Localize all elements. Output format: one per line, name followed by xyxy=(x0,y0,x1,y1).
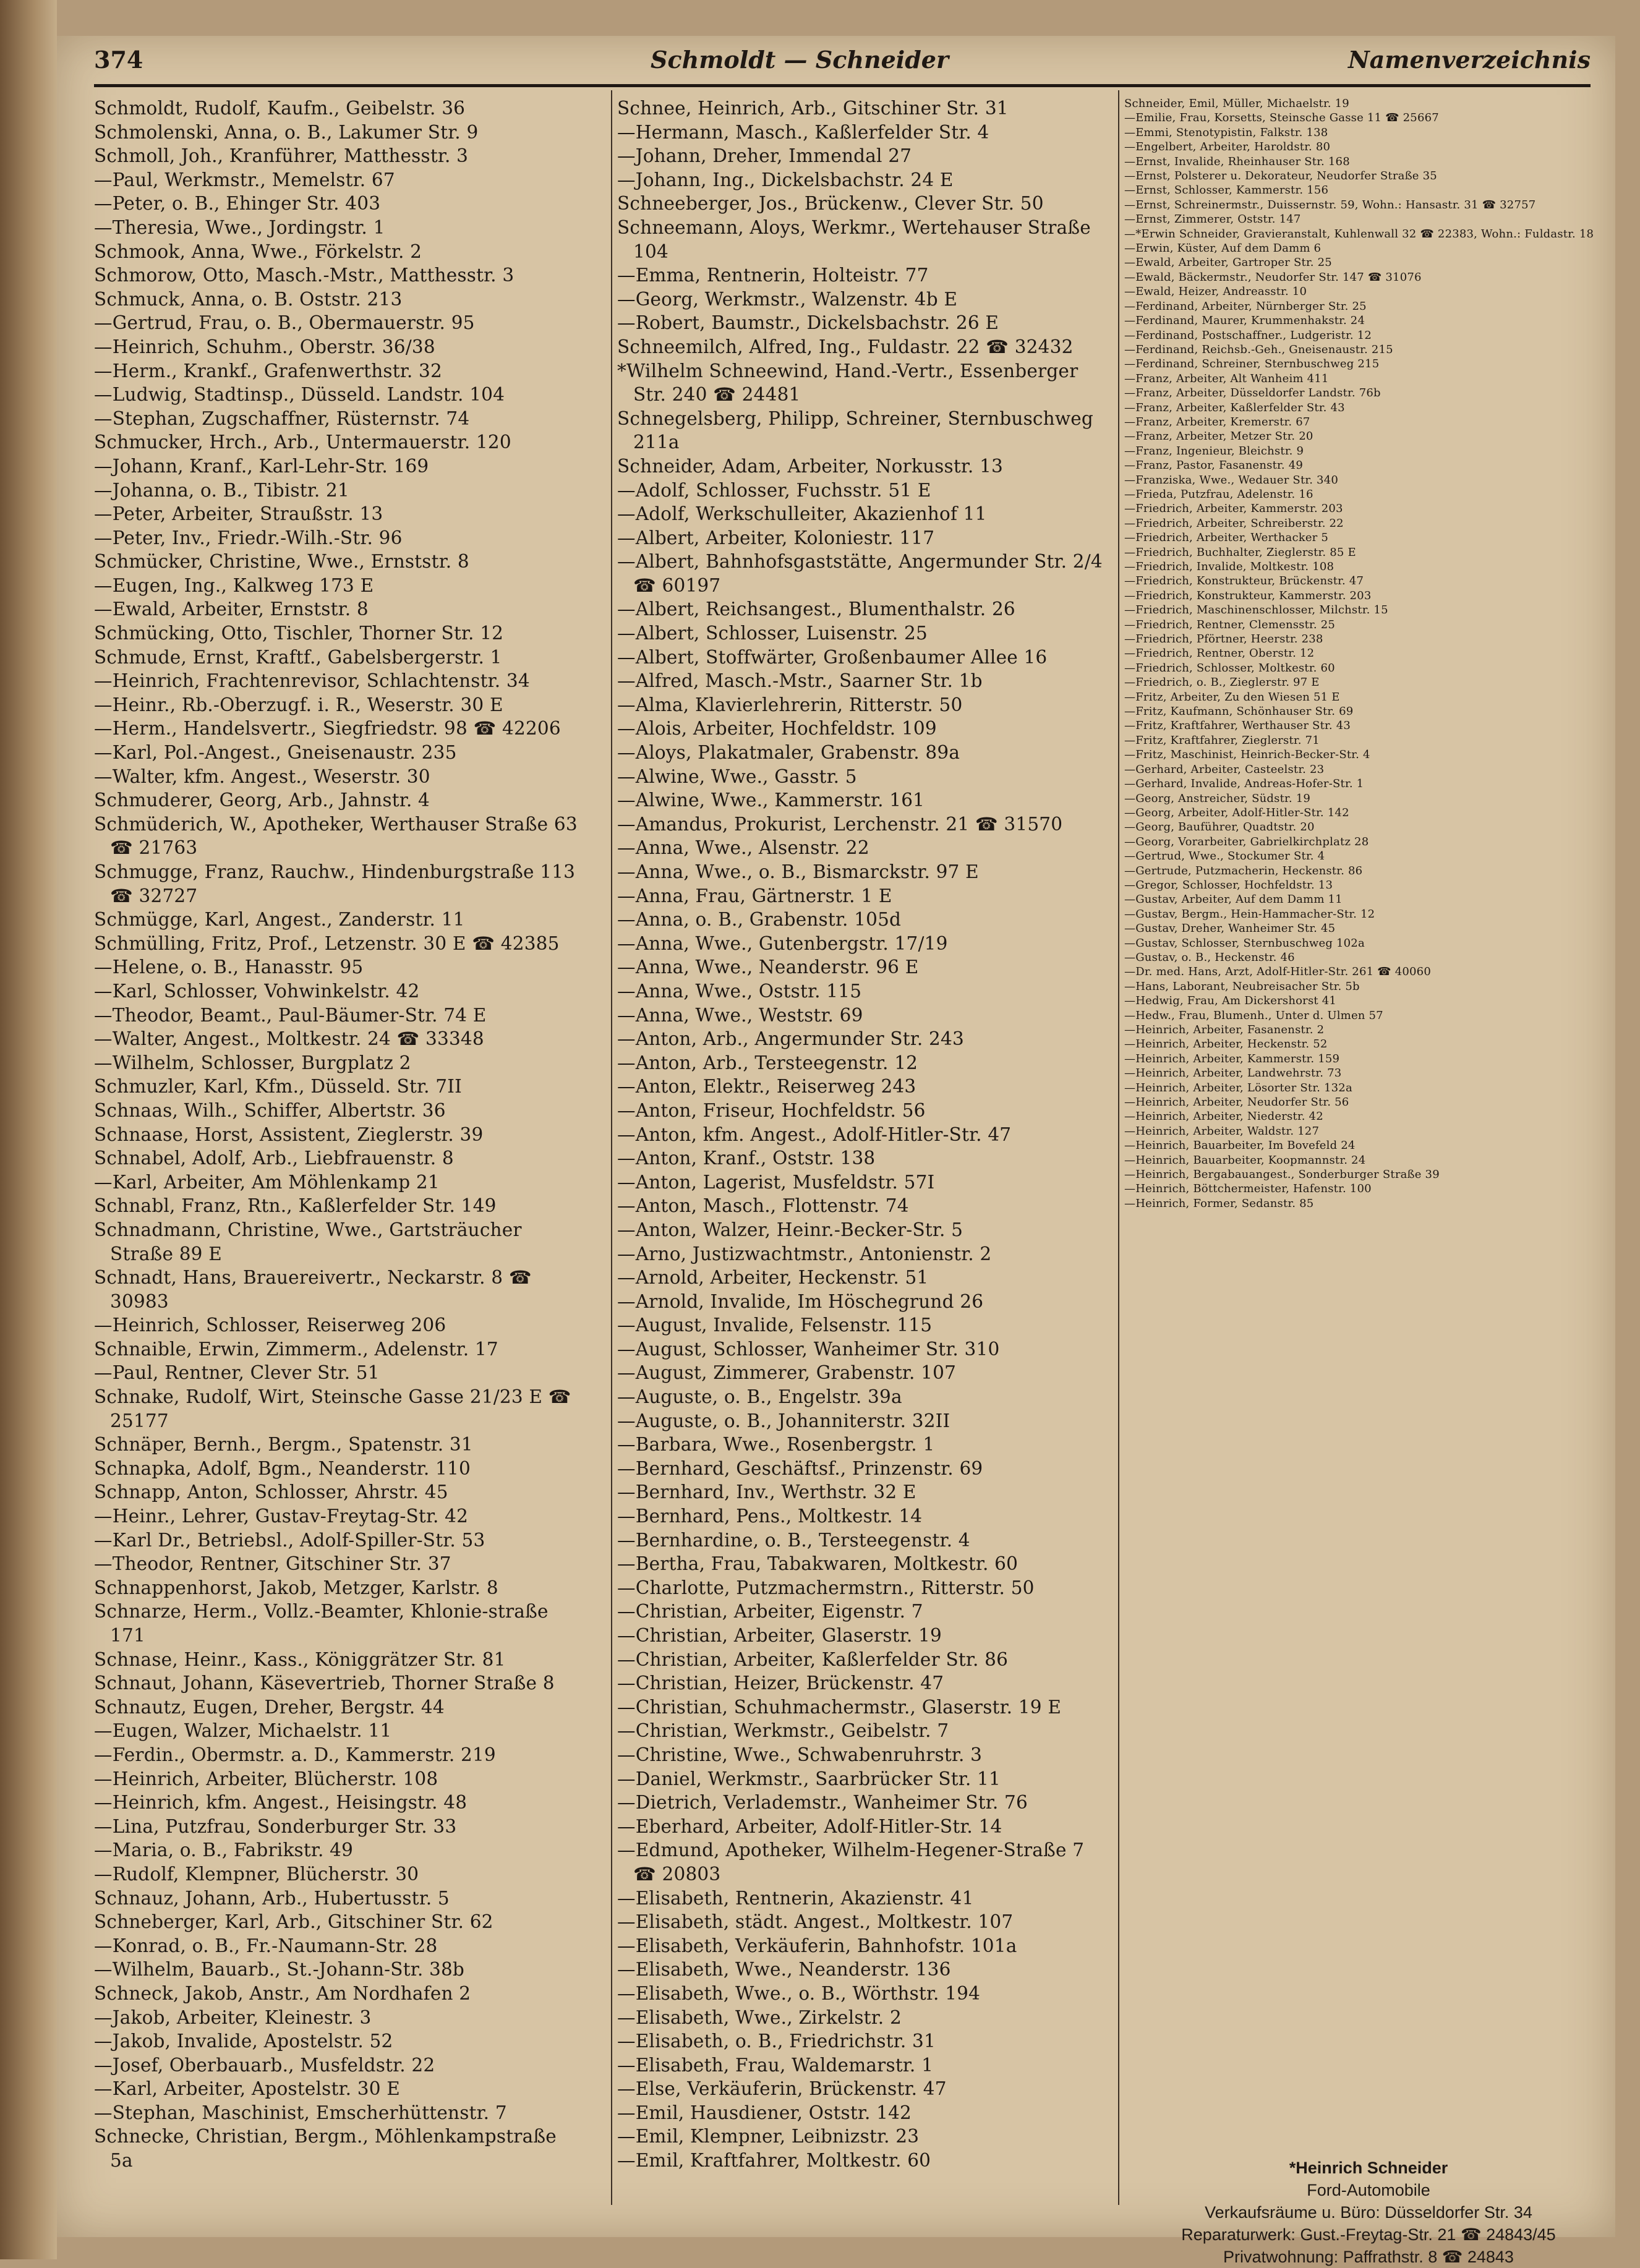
directory-entry: —Anton, Kranf., Oststr. 138 xyxy=(617,1148,876,1169)
directory-entry: Schmülling, Fritz, Prof., Letzenstr. 30 E ☎ 42385 xyxy=(94,932,560,954)
directory-entry: —Karl, Pol.-Angest., Gneisenaustr. 235 xyxy=(94,742,457,764)
directory-entry: —Anton, Masch., Flottenstr. 74 xyxy=(617,1195,909,1217)
directory-entry: —Eugen, Walzer, Michaelstr. 11 xyxy=(94,1720,392,1742)
directory-entry: Schmügge, Karl, Angest., Zanderstr. 11 xyxy=(94,909,465,931)
directory-entry: —Emma, Rentnerin, Holteistr. 77 xyxy=(617,265,929,286)
directory-entry: —Friedrich, Pförtner, Heerstr. 238 xyxy=(1124,633,1323,646)
directory-entry: —Anton, kfm. Angest., Adolf-Hitler-Str. 47 xyxy=(617,1123,1012,1145)
directory-entry: —Friedrich, Arbeiter, Werthacker 5 xyxy=(1124,531,1329,545)
directory-entry: —Heinrich, Arbeiter, Neudorfer Str. 56 xyxy=(1124,1096,1349,1109)
directory-entry: —Karl, Arbeiter, Apostelstr. 30 E xyxy=(94,2078,401,2100)
directory-entry: —Peter, Inv., Friedr.-Wilh.-Str. 96 xyxy=(94,527,403,548)
directory-entry: —Ernst, Invalide, Rheinhauser Str. 168 xyxy=(1124,155,1350,168)
directory-entry: —Engelbert, Arbeiter, Haroldstr. 80 xyxy=(1124,140,1331,154)
directory-entry: —Georg, Anstreicher, Südstr. 19 xyxy=(1124,791,1311,805)
directory-entry: —Elisabeth, Wwe., Neanderstr. 136 xyxy=(617,1959,951,1980)
directory-entry: —Theodor, Rentner, Gitschiner Str. 37 xyxy=(94,1553,451,1575)
directory-entry: —Gustav, o. B., Heckenstr. 46 xyxy=(1124,950,1295,964)
directory-entry: —Fritz, Maschinist, Heinrich-Becker-Str. 4 xyxy=(1124,748,1370,762)
directory-entry: Schmuderer, Georg, Arb., Jahnstr. 4 xyxy=(94,790,430,811)
directory-entry: Schnabl, Franz, Rtn., Kaßlerfelder Str. 149 xyxy=(94,1195,497,1217)
directory-entry: —Heinr., Lehrer, Gustav-Freytag-Str. 42 xyxy=(94,1506,469,1527)
directory-entry: —Gerhard, Invalide, Andreas-Hofer-Str. 1 xyxy=(1124,777,1364,791)
running-title: Schmoldt — Schneider xyxy=(651,46,949,74)
directory-entry: Schmuzler, Karl, Kfm., Düsseld. Str. 7II xyxy=(94,1076,462,1098)
directory-entry: —Anton, Arb., Tersteegenstr. 12 xyxy=(617,1052,918,1073)
directory-entry: Schneck, Jakob, Anstr., Am Nordhafen 2 xyxy=(94,1982,471,2004)
directory-entry: —Anton, Elektr., Reiserweg 243 xyxy=(617,1076,916,1098)
directory-entry: —Karl Dr., Betriebsl., Adolf-Spiller-Str. 53 xyxy=(94,1529,485,1551)
page-header xyxy=(94,41,1591,87)
directory-entry: —Ernst, Schlosser, Kammerstr. 156 xyxy=(1124,184,1329,197)
directory-entry: —Ernst, Schreinermstr., Duissernstr. 59, Wohn.: Hansastr. 31 ☎ 32757 xyxy=(1124,198,1536,211)
directory-entry: Schneberger, Karl, Arb., Gitschiner Str. 62 xyxy=(94,1911,493,1933)
directory-entry: —Ernst, Zimmerer, Oststr. 147 xyxy=(1124,213,1301,226)
directory-entry: —Jakob, Arbeiter, Kleinestr. 3 xyxy=(94,2006,372,2028)
directory-entry: —Anna, o. B., Grabenstr. 105d xyxy=(617,909,902,931)
directory-entry: —Christian, Schuhmachermstr., Glaserstr. 19 E xyxy=(617,1696,1062,1718)
directory-entry: —Anton, Friseur, Hochfeldstr. 56 xyxy=(617,1099,926,1121)
directory-entry: —Heinrich, Arbeiter, Blücherstr. 108 xyxy=(94,1768,438,1789)
directory-entry: —Heinrich, Arbeiter, Niederstr. 42 xyxy=(1124,1110,1323,1123)
directory-entry: —Franz, Arbeiter, Düsseldorfer Landstr. 76b xyxy=(1124,386,1381,400)
directory-entry: —Emil, Hausdiener, Oststr. 142 xyxy=(617,2102,912,2123)
directory-entry: —Gerhard, Arbeiter, Casteelstr. 23 xyxy=(1124,762,1325,776)
directory-entry: Schmook, Anna, Wwe., Förkelstr. 2 xyxy=(94,241,422,262)
directory-entry: Schnaut, Johann, Käsevertrieb, Thorner Straße 8 xyxy=(94,1673,555,1694)
directory-entry: Schnecke, Christian, Bergm., Möhlenkampstraße 5a xyxy=(94,2126,557,2172)
directory-entry: —Emmi, Stenotypistin, Falkstr. 138 xyxy=(1124,126,1328,139)
directory-entry: —Ernst, Polsterer u. Dekorateur, Neudorfer Straße 35 xyxy=(1124,169,1437,183)
directory-entry: —Anna, Wwe., Oststr. 115 xyxy=(617,980,862,1002)
directory-entry: Schnapka, Adolf, Bgm., Neanderstr. 110 xyxy=(94,1457,471,1479)
directory-entry: —Peter, o. B., Ehinger Str. 403 xyxy=(94,193,381,215)
section-title: Namenverzeichnis xyxy=(1347,46,1591,74)
directory-entry: —Albert, Stoffwärter, Großenbaumer Allee 16 xyxy=(617,646,1048,668)
column-1 xyxy=(94,96,583,2186)
directory-entry: —Friedrich, Arbeiter, Schreiberstr. 22 xyxy=(1124,516,1344,530)
directory-entry: —Auguste, o. B., Johanniterstr. 32II xyxy=(617,1410,950,1431)
directory-entry: Schneemann, Aloys, Werkmr., Wertehauser Straße 104 xyxy=(617,216,1091,262)
directory-entry: —Rudolf, Klempner, Blücherstr. 30 xyxy=(94,1863,419,1885)
directory-entry: Schneeberger, Jos., Brückenw., Clever Str. 50 xyxy=(617,193,1044,215)
directory-entry: *Wilhelm Schneewind, Hand.-Vertr., Essenberger Str. 240 ☎ 24481 xyxy=(617,360,1078,406)
directory-entry: —Fritz, Kraftfahrer, Zieglerstr. 71 xyxy=(1124,733,1320,747)
directory-entry: Schmolenski, Anna, o. B., Lakumer Str. 9 xyxy=(94,121,479,143)
directory-entry: —Elisabeth, städt. Angest., Moltkestr. 107 xyxy=(617,1911,1014,1933)
directory-entry: —Eugen, Ing., Kalkweg 173 E xyxy=(94,574,374,596)
directory-entry: —Heinrich, Schuhm., Oberstr. 36/38 xyxy=(94,336,435,357)
directory-entry: —Elisabeth, o. B., Friedrichstr. 31 xyxy=(617,2031,936,2052)
directory-entry: —Paul, Werkmstr., Memelstr. 67 xyxy=(94,169,395,190)
directory-entry: —Ewald, Arbeiter, Ernststr. 8 xyxy=(94,599,369,620)
directory-entry: —Aloys, Plakatmaler, Grabenstr. 89a xyxy=(617,742,960,764)
directory-entry: —Anna, Wwe., Gutenbergstr. 17/19 xyxy=(617,932,948,954)
directory-entry: —August, Zimmerer, Grabenstr. 107 xyxy=(617,1362,957,1384)
directory-entry: Schmücker, Christine, Wwe., Ernststr. 8 xyxy=(94,551,469,573)
directory-entry: —Daniel, Werkmstr., Saarbrücker Str. 11 xyxy=(617,1768,1001,1789)
directory-entry: —Franziska, Wwe., Wedauer Str. 340 xyxy=(1124,473,1339,487)
directory-entry: Schnaase, Horst, Assistent, Zieglerstr. 39 xyxy=(94,1123,484,1145)
directory-entry: —Heinrich, Bergabauangest., Sonderburger Straße 39 xyxy=(1124,1168,1440,1182)
column-3 xyxy=(1124,96,1613,2186)
directory-entry: —Wilhelm, Bauarb., St.-Johann-Str. 38b xyxy=(94,1959,465,1980)
directory-entry: Schmorow, Otto, Masch.-Mstr., Matthesstr. 3 xyxy=(94,265,515,286)
book-gutter xyxy=(0,0,57,2259)
column-divider xyxy=(1118,90,1119,2205)
directory-entry: —Alfred, Masch.-Mstr., Saarner Str. 1b xyxy=(617,670,983,692)
directory-entry: —Ferdinand, Schreiner, Sternbuschweg 215 xyxy=(1124,357,1380,371)
directory-entry: —Gertrud, Wwe., Stockumer Str. 4 xyxy=(1124,850,1325,863)
directory-entry: —Gertrud, Frau, o. B., Obermauerstr. 95 xyxy=(94,312,475,334)
directory-entry: —Bernhard, Inv., Werthstr. 32 E xyxy=(617,1481,916,1503)
directory-entry: —Gustav, Dreher, Wanheimer Str. 45 xyxy=(1124,922,1336,936)
directory-entry: Schnake, Rudolf, Wirt, Steinsche Gasse 21/23 E ☎ 25177 xyxy=(94,1386,571,1431)
directory-entry: —Elisabeth, Rentnerin, Akazienstr. 41 xyxy=(617,1887,974,1909)
directory-entry: —Fritz, Arbeiter, Zu den Wiesen 51 E xyxy=(1124,690,1340,704)
directory-entry: —Peter, Arbeiter, Straußstr. 13 xyxy=(94,503,383,525)
directory-entry: —Barbara, Wwe., Rosenbergstr. 1 xyxy=(617,1434,935,1456)
directory-entry: —Walter, kfm. Angest., Weserstr. 30 xyxy=(94,765,430,787)
directory-entry: —Heinrich, Arbeiter, Kammerstr. 159 xyxy=(1124,1052,1340,1065)
directory-entry: —Anna, Wwe., Weststr. 69 xyxy=(617,1004,863,1026)
directory-entry: Schmude, Ernst, Kraftf., Gabelsbergerstr. 1 xyxy=(94,646,502,668)
directory-entry: —Herm., Krankf., Grafenwerthstr. 32 xyxy=(94,360,442,382)
directory-entry: Schneemilch, Alfred, Ing., Fuldastr. 22 ☎ 32432 xyxy=(617,336,1074,357)
directory-entry: —Amandus, Prokurist, Lerchenstr. 21 ☎ 31570 xyxy=(617,813,1063,835)
directory-entry: —Christian, Heizer, Brückenstr. 47 xyxy=(617,1673,944,1694)
directory-entry: —Stephan, Maschinist, Emscherhüttenstr. 7 xyxy=(94,2102,507,2123)
directory-entry: —Gregor, Schlosser, Hochfeldstr. 13 xyxy=(1124,878,1333,892)
directory-entry: —Franz, Arbeiter, Alt Wanheim 411 xyxy=(1124,372,1329,385)
directory-entry: —Anna, Wwe., Neanderstr. 96 E xyxy=(617,957,919,978)
directory-entry: Schmücking, Otto, Tischler, Thorner Str. 12 xyxy=(94,623,504,644)
directory-entry: —Alwine, Wwe., Gasstr. 5 xyxy=(617,765,857,787)
directory-entry: —Arno, Justizwachtmstr., Antonienstr. 2 xyxy=(617,1243,992,1264)
directory-entry: —Gustav, Arbeiter, Auf dem Damm 11 xyxy=(1124,893,1343,906)
directory-entry: —Friedrich, Schlosser, Moltkestr. 60 xyxy=(1124,661,1335,675)
directory-entry: —Christian, Arbeiter, Glaserstr. 19 xyxy=(617,1625,942,1646)
directory-entry: —Heinrich, kfm. Angest., Heisingstr. 48 xyxy=(94,1792,468,1814)
directory-entry: —Herm., Handelsvertr., Siegfriedstr. 98 ☎ 42206 xyxy=(94,718,561,740)
ad-line: Verkaufsräume u. Büro: Düsseldorfer Str. 34 xyxy=(1205,2203,1532,2222)
ad-line: Privatwohnung: Paffrathstr. 8 ☎ 24843 xyxy=(1223,2248,1514,2266)
directory-entry: Schnarze, Herm., Vollz.-Beamter, Khlonie-straße 171 xyxy=(94,1601,549,1646)
directory-entry: Schnadmann, Christine, Wwe., Gartsträucher Straße 89 E xyxy=(94,1219,522,1264)
directory-entry: —Franz, Arbeiter, Kaßlerfelder Str. 43 xyxy=(1124,401,1345,414)
directory-entry: —Heinrich, Former, Sedanstr. 85 xyxy=(1124,1196,1314,1210)
directory-entry: —Emil, Kraftfahrer, Moltkestr. 60 xyxy=(617,2150,931,2172)
directory-entry: —Heinrich, Arbeiter, Lösorter Str. 132a xyxy=(1124,1081,1352,1094)
directory-entry: —Arnold, Arbeiter, Heckenstr. 51 xyxy=(617,1267,929,1289)
directory-entry: —Albert, Schlosser, Luisenstr. 25 xyxy=(617,623,928,644)
directory-entry: —Heinrich, Bauarbeiter, Koopmannstr. 24 xyxy=(1124,1153,1366,1167)
directory-entry: —Hans, Laborant, Neubreisacher Str. 5b xyxy=(1124,979,1360,993)
ad-line: Reparaturwerk: Gust.-Freytag-Str. 21 ☎ 24843/45 xyxy=(1181,2225,1556,2244)
directory-entry: —Bernhard, Pens., Moltkestr. 14 xyxy=(617,1506,923,1527)
directory-entry: Schnase, Heinr., Kass., Königgrätzer Str. 81 xyxy=(94,1648,506,1670)
column-2 xyxy=(617,96,1106,2186)
directory-entry: —August, Schlosser, Wanheimer Str. 310 xyxy=(617,1338,1000,1360)
directory-entry: —Friedrich, Buchhalter, Zieglerstr. 85 E xyxy=(1124,545,1356,559)
directory-entry: —Adolf, Werkschulleiter, Akazienhof 11 xyxy=(617,503,987,525)
directory-entry: —Eberhard, Arbeiter, Adolf-Hitler-Str. 14 xyxy=(617,1815,1002,1837)
directory-entry: —Fritz, Kraftfahrer, Werthauser Str. 43 xyxy=(1124,719,1351,733)
directory-entry: —Georg, Vorarbeiter, Gabrielkirchplatz 28 xyxy=(1124,835,1369,848)
directory-entry: Schmugge, Franz, Rauchw., Hindenburgstraße 113 ☎ 32727 xyxy=(94,861,576,906)
directory-entry: —Else, Verkäuferin, Brückenstr. 47 xyxy=(617,2078,947,2100)
directory-entry: —Heinrich, Arbeiter, Heckenstr. 52 xyxy=(1124,1038,1328,1051)
directory-entry: —Robert, Baumstr., Dickelsbachstr. 26 E xyxy=(617,312,999,334)
directory-entry: —Ewald, Arbeiter, Gartroper Str. 25 xyxy=(1124,256,1332,270)
directory-entry: —Ferdinand, Maurer, Krummenhakstr. 24 xyxy=(1124,314,1365,328)
directory-entry: —Heinrich, Böttchermeister, Hafenstr. 100 xyxy=(1124,1182,1372,1196)
directory-entry: —Christian, Arbeiter, Eigenstr. 7 xyxy=(617,1601,923,1622)
directory-entry: Schmüderich, W., Apotheker, Werthauser Straße 63 ☎ 21763 xyxy=(94,813,578,859)
directory-entry: —Friedrich, Maschinenschlosser, Milchstr. 15 xyxy=(1124,603,1388,617)
directory-entry: —Friedrich, Rentner, Oberstr. 12 xyxy=(1124,647,1315,660)
directory-entry: —Elisabeth, Wwe., o. B., Wörthstr. 194 xyxy=(617,1982,981,2004)
directory-entry: —Charlotte, Putzmachermstrn., Ritterstr. 50 xyxy=(617,1577,1035,1598)
directory-entry: —Bernhardine, o. B., Tersteegenstr. 4 xyxy=(617,1529,970,1551)
directory-entry: —Elisabeth, Wwe., Zirkelstr. 2 xyxy=(617,2006,902,2028)
directory-entry: Schnäper, Bernh., Bergm., Spatenstr. 31 xyxy=(94,1434,473,1456)
directory-entry: —Franz, Arbeiter, Metzer Str. 20 xyxy=(1124,430,1313,443)
directory-entry: —Anton, Walzer, Heinr.-Becker-Str. 5 xyxy=(617,1219,963,1240)
directory-entry: —Theodor, Beamt., Paul-Bäumer-Str. 74 E xyxy=(94,1004,487,1026)
directory-entry: —Stephan, Zugschaffner, Rüsternstr. 74 xyxy=(94,407,470,429)
directory-entry: —Friedrich, Konstrukteur, Kammerstr. 203 xyxy=(1124,589,1372,602)
directory-entry: —Albert, Reichsangest., Blumenthalstr. 26 xyxy=(617,599,1015,620)
directory-entry: —Lina, Putzfrau, Sonderburger Str. 33 xyxy=(94,1815,457,1837)
ad-line: Ford-Automobile xyxy=(1307,2181,1430,2199)
directory-entry: Schmoll, Joh., Kranführer, Matthesstr. 3 xyxy=(94,145,469,167)
directory-entry: —Arnold, Invalide, Im Höschegrund 26 xyxy=(617,1290,984,1312)
directory-entry: —August, Invalide, Felsenstr. 115 xyxy=(617,1315,933,1336)
directory-entry: —Christine, Wwe., Schwabenruhrstr. 3 xyxy=(617,1744,983,1765)
directory-entry: —Konrad, o. B., Fr.-Naumann-Str. 28 xyxy=(94,1935,438,1956)
directory-entry: —Heinrich, Arbeiter, Waldstr. 127 xyxy=(1124,1124,1320,1138)
directory-entry: Schnadt, Hans, Brauereivertr., Neckarstr. 8 ☎ 30983 xyxy=(94,1267,532,1312)
directory-entry: Schnauz, Johann, Arb., Hubertusstr. 5 xyxy=(94,1887,450,1909)
directory-entry: —Friedrich, Arbeiter, Kammerstr. 203 xyxy=(1124,502,1343,516)
directory-entry: —Ferdin., Obermstr. a. D., Kammerstr. 219 xyxy=(94,1744,496,1765)
directory-entry: —Franz, Arbeiter, Kremerstr. 67 xyxy=(1124,415,1310,428)
directory-entry: —Heinrich, Bauarbeiter, Im Bovefeld 24 xyxy=(1124,1139,1356,1153)
directory-entry: —Bertha, Frau, Tabakwaren, Moltkestr. 60 xyxy=(617,1553,1019,1575)
directory-entry: —Franz, Ingenieur, Bleichstr. 9 xyxy=(1124,444,1304,458)
directory-entry: —Frieda, Putzfrau, Adelenstr. 16 xyxy=(1124,487,1313,501)
directory-entry: —Friedrich, Rentner, Clemensstr. 25 xyxy=(1124,618,1336,631)
directory-entry: —Jakob, Invalide, Apostelstr. 52 xyxy=(94,2031,393,2052)
directory-entry: —Walter, Angest., Moltkestr. 24 ☎ 33348 xyxy=(94,1028,484,1050)
directory-entry: —Ewald, Heizer, Andreasstr. 10 xyxy=(1124,285,1307,299)
directory-entry: Schnabel, Adolf, Arb., Liebfrauenstr. 8 xyxy=(94,1148,454,1169)
directory-entry: —Edmund, Apotheker, Wilhelm-Hegener-Straße 7 ☎ 20803 xyxy=(617,1840,1085,1885)
directory-entry: —Anna, Frau, Gärtnerstr. 1 E xyxy=(617,885,892,906)
advertisement xyxy=(1124,2157,1613,2268)
directory-entry: —Erwin, Küster, Auf dem Damm 6 xyxy=(1124,242,1322,255)
directory-entry: —Alwine, Wwe., Kammerstr. 161 xyxy=(617,790,925,811)
directory-entry: —Gustav, Schlosser, Sternbuschweg 102a xyxy=(1124,936,1365,950)
directory-entry: —Elisabeth, Verkäuferin, Bahnhofstr. 101a xyxy=(617,1935,1017,1956)
directory-entry: —Johann, Dreher, Immendal 27 xyxy=(617,145,912,167)
directory-entry: —Ferdinand, Arbeiter, Nürnberger Str. 25 xyxy=(1124,299,1367,313)
directory-entry: —*Erwin Schneider, Gravieranstalt, Kuhlenwall 32 ☎ 22383, Wohn.: Fuldastr. 18 xyxy=(1124,227,1594,241)
directory-entry: —Auguste, o. B., Engelstr. 39a xyxy=(617,1386,902,1408)
directory-entry: —Hermann, Masch., Kaßlerfelder Str. 4 xyxy=(617,121,989,143)
directory-entry: —Heinrich, Arbeiter, Fasanenstr. 2 xyxy=(1124,1023,1325,1036)
directory-entry: —Theresia, Wwe., Jordingstr. 1 xyxy=(94,216,385,238)
directory-entry: —Albert, Bahnhofsgaststätte, Angermunder Str. 2/4 ☎ 60197 xyxy=(617,551,1103,596)
directory-entry: —Anton, Arb., Angermunder Str. 243 xyxy=(617,1028,964,1050)
directory-entry: —Anton, Lagerist, Musfeldstr. 57I xyxy=(617,1171,935,1193)
directory-entry: Schnapp, Anton, Schlosser, Ahrstr. 45 xyxy=(94,1481,448,1503)
directory-entry: —Fritz, Kaufmann, Schönhauser Str. 69 xyxy=(1124,705,1354,718)
directory-entry: —Emilie, Frau, Korsetts, Steinsche Gasse 11 ☎ 25667 xyxy=(1124,111,1439,125)
directory-entry: —Heinrich, Schlosser, Reiserweg 206 xyxy=(94,1315,446,1336)
directory-entry: Schmucker, Hrch., Arb., Untermauerstr. 120 xyxy=(94,432,511,453)
directory-entry: Schnee, Heinrich, Arb., Gitschiner Str. 31 xyxy=(617,98,1009,119)
directory-entry: —Alma, Klavierlehrerin, Ritterstr. 50 xyxy=(617,694,963,715)
directory-entry: —Christian, Werkmstr., Geibelstr. 7 xyxy=(617,1720,949,1742)
directory-entry: —Karl, Arbeiter, Am Möhlenkamp 21 xyxy=(94,1171,440,1193)
directory-entry: —Anna, Wwe., Alsenstr. 22 xyxy=(617,837,869,859)
directory-entry: —Johann, Kranf., Karl-Lehr-Str. 169 xyxy=(94,455,429,477)
directory-entry: Schnaible, Erwin, Zimmerm., Adelenstr. 17 xyxy=(94,1338,498,1360)
column-divider xyxy=(611,90,612,2205)
directory-entry: Schnegelsberg, Philipp, Schreiner, Sternbuschweg 211a xyxy=(617,407,1094,453)
directory-entry: —Adolf, Schlosser, Fuchsstr. 51 E xyxy=(617,479,931,501)
directory-entry: —Ewald, Bäckermstr., Neudorfer Str. 147 ☎ 31076 xyxy=(1124,270,1422,284)
directory-entry: —Ferdinand, Reichsb.-Geh., Gneisenaustr. 215 xyxy=(1124,343,1393,356)
directory-entry: —Albert, Arbeiter, Koloniestr. 117 xyxy=(617,527,935,548)
directory-entry: Schmuck, Anna, o. B. Oststr. 213 xyxy=(94,288,403,310)
directory-entry: —Friedrich, Konstrukteur, Brückenstr. 47 xyxy=(1124,574,1364,588)
directory-entry: —Ferdinand, Postschaffner., Ludgeristr. 12 xyxy=(1124,328,1372,342)
directory-entry: —Franz, Pastor, Fasanenstr. 49 xyxy=(1124,459,1304,472)
directory-entry: —Josef, Oberbauarb., Musfeldstr. 22 xyxy=(94,2054,435,2076)
directory-entry: Schnautz, Eugen, Dreher, Bergstr. 44 xyxy=(94,1696,445,1718)
directory-entry: —Helene, o. B., Hanasstr. 95 xyxy=(94,957,364,978)
directory-entry: —Dr. med. Hans, Arzt, Adolf-Hitler-Str. 261 ☎ 40060 xyxy=(1124,965,1431,979)
directory-entry: —Friedrich, o. B., Zieglerstr. 97 E xyxy=(1124,676,1320,689)
directory-entry: Schmoldt, Rudolf, Kaufm., Geibelstr. 36 xyxy=(94,98,466,119)
directory-entry: Schneider, Adam, Arbeiter, Norkusstr. 13 xyxy=(617,455,1004,477)
directory-entry: —Johanna, o. B., Tibistr. 21 xyxy=(94,479,349,501)
directory-entry: —Wilhelm, Schlosser, Burgplatz 2 xyxy=(94,1052,411,1073)
directory-entry: —Emil, Klempner, Leibnizstr. 23 xyxy=(617,2126,920,2147)
directory-entry: —Georg, Arbeiter, Adolf-Hitler-Str. 142 xyxy=(1124,806,1349,819)
directory-entry: —Heinr., Rb.-Oberzugf. i. R., Weserstr. 30 E xyxy=(94,694,503,715)
directory-entry: —Ludwig, Stadtinsp., Düsseld. Landstr. 104 xyxy=(94,384,505,406)
ad-company-name: *Heinrich Schneider xyxy=(1289,2159,1448,2177)
directory-entry: —Karl, Schlosser, Vohwinkelstr. 42 xyxy=(94,980,420,1002)
directory-entry: —Hedw., Frau, Blumenh., Unter d. Ulmen 57 xyxy=(1124,1008,1383,1022)
directory-entry: —Alois, Arbeiter, Hochfeldstr. 109 xyxy=(617,718,937,740)
directory-entry: Schnaas, Wilh., Schiffer, Albertstr. 36 xyxy=(94,1099,446,1121)
directory-entry: —Hedwig, Frau, Am Dickershorst 41 xyxy=(1124,994,1337,1008)
directory-entry: —Bernhard, Geschäftsf., Prinzenstr. 69 xyxy=(617,1457,983,1479)
directory-entry: Schnappenhorst, Jakob, Metzger, Karlstr. 8 xyxy=(94,1577,498,1598)
directory-entry: —Anna, Wwe., o. B., Bismarckstr. 97 E xyxy=(617,861,979,882)
directory-entry: —Dietrich, Verlademstr., Wanheimer Str. 76 xyxy=(617,1792,1028,1814)
directory-entry: —Georg, Bauführer, Quadtstr. 20 xyxy=(1124,821,1315,834)
directory-entry: —Georg, Werkmstr., Walzenstr. 4b E xyxy=(617,288,958,310)
directory-entry: —Gustav, Bergm., Hein-Hammacher-Str. 12 xyxy=(1124,907,1375,921)
directory-entry: —Christian, Arbeiter, Kaßlerfelder Str. 86 xyxy=(617,1648,1009,1670)
directory-entry: —Elisabeth, Frau, Waldemarstr. 1 xyxy=(617,2054,934,2076)
directory-entry: Schneider, Emil, Müller, Michaelstr. 19 xyxy=(1124,97,1349,110)
directory-entry: —Heinrich, Arbeiter, Landwehrstr. 73 xyxy=(1124,1067,1342,1080)
directory-entry: —Maria, o. B., Fabrikstr. 49 xyxy=(94,1840,354,1861)
directory-entry: —Heinrich, Frachtenrevisor, Schlachtenstr. 34 xyxy=(94,670,530,692)
directory-entry: —Paul, Rentner, Clever Str. 51 xyxy=(94,1362,380,1384)
page-number: 374 xyxy=(94,46,143,74)
directory-entry: —Friedrich, Invalide, Moltkestr. 108 xyxy=(1124,560,1335,573)
directory-entry: —Johann, Ing., Dickelsbachstr. 24 E xyxy=(617,169,954,190)
directory-entry: —Gertrude, Putzmacherin, Heckenstr. 86 xyxy=(1124,864,1363,877)
